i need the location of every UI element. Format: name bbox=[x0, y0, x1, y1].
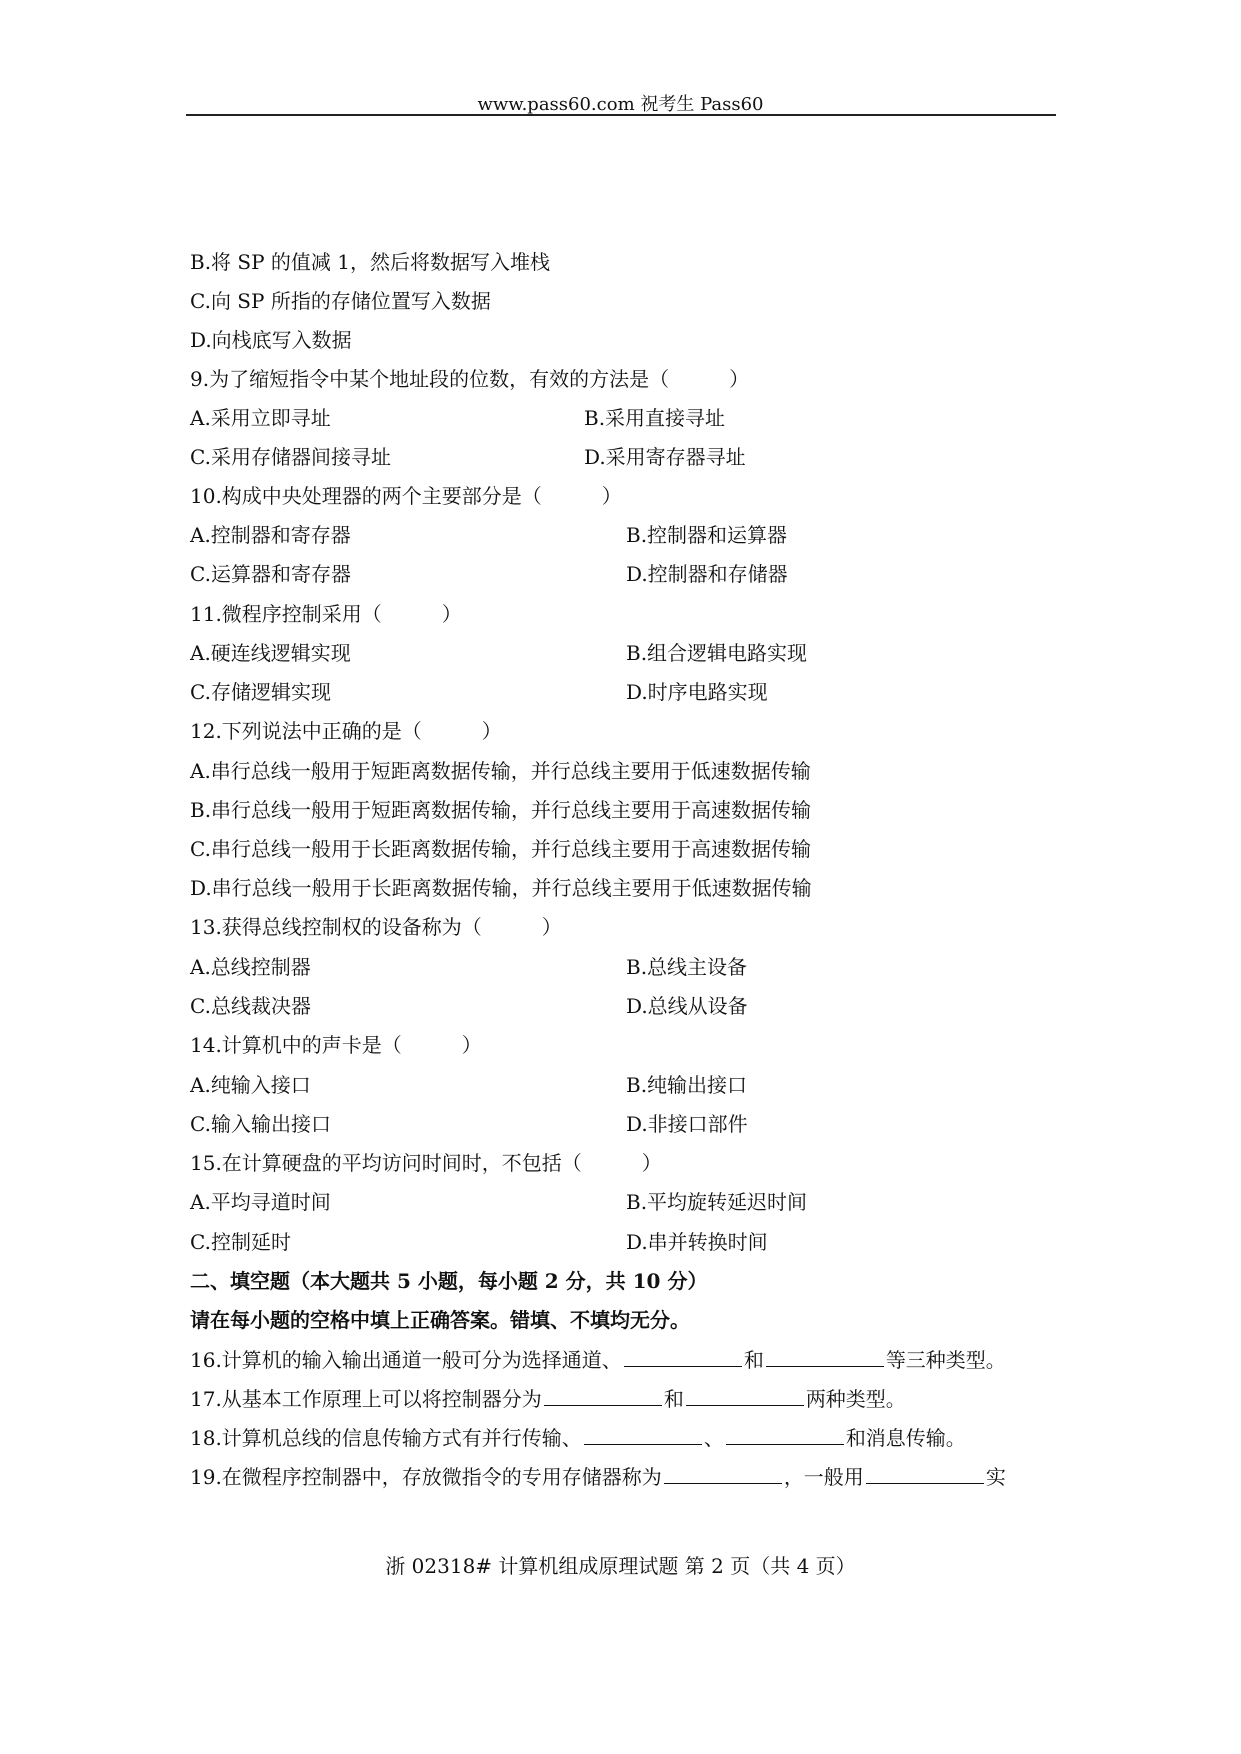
option-13b: B.总线主设备 bbox=[626, 955, 748, 979]
question-9: 9.为了缩短指令中某个地址段的位数，有效的方法是（ ） bbox=[190, 367, 750, 391]
option-9b: B.采用直接寻址 bbox=[584, 406, 726, 430]
answer-blank bbox=[584, 1424, 702, 1445]
question-16-text-1: 16.计算机的输入输出通道一般可分为选择通道、 bbox=[190, 1348, 622, 1372]
option-12c: C.串行总线一般用于长距离数据传输，并行总线主要用于高速数据传输 bbox=[190, 837, 811, 861]
option-10b: B.控制器和运算器 bbox=[626, 523, 788, 547]
option-15c: C.控制延时 bbox=[190, 1230, 291, 1254]
option-12b: B.串行总线一般用于短距离数据传输，并行总线主要用于高速数据传输 bbox=[190, 798, 812, 822]
option-10a: A.控制器和寄存器 bbox=[190, 523, 351, 547]
option-12d: D.串行总线一般用于长距离数据传输，并行总线主要用于低速数据传输 bbox=[190, 876, 812, 900]
question-14: 14.计算机中的声卡是（ ） bbox=[190, 1033, 482, 1057]
question-16-text-3: 等三种类型。 bbox=[885, 1348, 1006, 1372]
page-footer: 浙 02318# 计算机组成原理试题 第 2 页（共 4 页） bbox=[385, 1554, 856, 1578]
header-rule bbox=[186, 114, 1056, 116]
option-14c: C.输入输出接口 bbox=[190, 1112, 331, 1136]
option-10c: C.运算器和寄存器 bbox=[190, 562, 351, 586]
section-2-title: 二、填空题（本大题共 5 小题，每小题 2 分，共 10 分） bbox=[190, 1269, 708, 1293]
option-8b: B.将 SP 的值减 1，然后将数据写入堆栈 bbox=[190, 250, 551, 274]
question-11: 11.微程序控制采用（ ） bbox=[190, 602, 462, 626]
question-15: 15.在计算硬盘的平均访问时间时，不包括（ ） bbox=[190, 1151, 662, 1175]
option-8d: D.向栈底写入数据 bbox=[190, 328, 352, 352]
answer-blank bbox=[866, 1463, 984, 1484]
question-19 bbox=[190, 1463, 1006, 1491]
answer-blank bbox=[544, 1385, 662, 1406]
answer-blank bbox=[624, 1346, 742, 1367]
question-18-text-1: 18.计算机总线的信息传输方式有并行传输、 bbox=[190, 1426, 582, 1450]
question-19-text-2: ，一般用 bbox=[783, 1465, 864, 1489]
question-18-text-2: 、 bbox=[703, 1426, 724, 1450]
option-13c: C.总线裁决器 bbox=[190, 994, 311, 1018]
option-11b: B.组合逻辑电路实现 bbox=[626, 641, 808, 665]
question-10: 10.构成中央处理器的两个主要部分是（ ） bbox=[190, 484, 622, 508]
answer-blank bbox=[766, 1346, 884, 1367]
option-9c: C.采用存储器间接寻址 bbox=[190, 445, 391, 469]
option-9a: A.采用立即寻址 bbox=[190, 406, 331, 430]
question-17 bbox=[190, 1385, 906, 1413]
question-17-text-3: 两种类型。 bbox=[805, 1387, 906, 1411]
answer-blank bbox=[664, 1463, 782, 1484]
option-14b: B.纯输出接口 bbox=[626, 1073, 748, 1097]
question-18 bbox=[190, 1424, 966, 1452]
option-11a: A.硬连线逻辑实现 bbox=[190, 641, 351, 665]
answer-blank bbox=[686, 1385, 804, 1406]
question-12: 12.下列说法中正确的是（ ） bbox=[190, 719, 502, 743]
question-19-text-3: 实 bbox=[985, 1465, 1006, 1489]
question-18-text-3: 和消息传输。 bbox=[845, 1426, 966, 1450]
question-16 bbox=[190, 1346, 1006, 1374]
option-13d: D.总线从设备 bbox=[626, 994, 748, 1018]
question-17-text-2: 和 bbox=[663, 1387, 684, 1411]
question-17-text-1: 17.从基本工作原理上可以将控制器分为 bbox=[190, 1387, 542, 1411]
answer-blank bbox=[726, 1424, 844, 1445]
option-10d: D.控制器和存储器 bbox=[626, 562, 788, 586]
option-14d: D.非接口部件 bbox=[626, 1112, 748, 1136]
page-header: www.pass60.com 祝考生 Pass60 bbox=[477, 94, 764, 115]
question-16-text-2: 和 bbox=[743, 1348, 764, 1372]
option-11d: D.时序电路实现 bbox=[626, 680, 768, 704]
option-14a: A.纯输入接口 bbox=[190, 1073, 311, 1097]
option-9d: D.采用寄存器寻址 bbox=[584, 445, 746, 469]
option-15d: D.串并转换时间 bbox=[626, 1230, 768, 1254]
option-12a: A.串行总线一般用于短距离数据传输，并行总线主要用于低速数据传输 bbox=[190, 759, 811, 783]
question-19-text-1: 19.在微程序控制器中，存放微指令的专用存储器称为 bbox=[190, 1465, 662, 1489]
option-13a: A.总线控制器 bbox=[190, 955, 311, 979]
section-2-instructions: 请在每小题的空格中填上正确答案。错填、不填均无分。 bbox=[190, 1308, 690, 1332]
option-15b: B.平均旋转延迟时间 bbox=[626, 1190, 808, 1214]
option-15a: A.平均寻道时间 bbox=[190, 1190, 331, 1214]
option-8c: C.向 SP 所指的存储位置写入数据 bbox=[190, 289, 491, 313]
option-11c: C.存储逻辑实现 bbox=[190, 680, 331, 704]
question-13: 13.获得总线控制权的设备称为（ ） bbox=[190, 915, 562, 939]
